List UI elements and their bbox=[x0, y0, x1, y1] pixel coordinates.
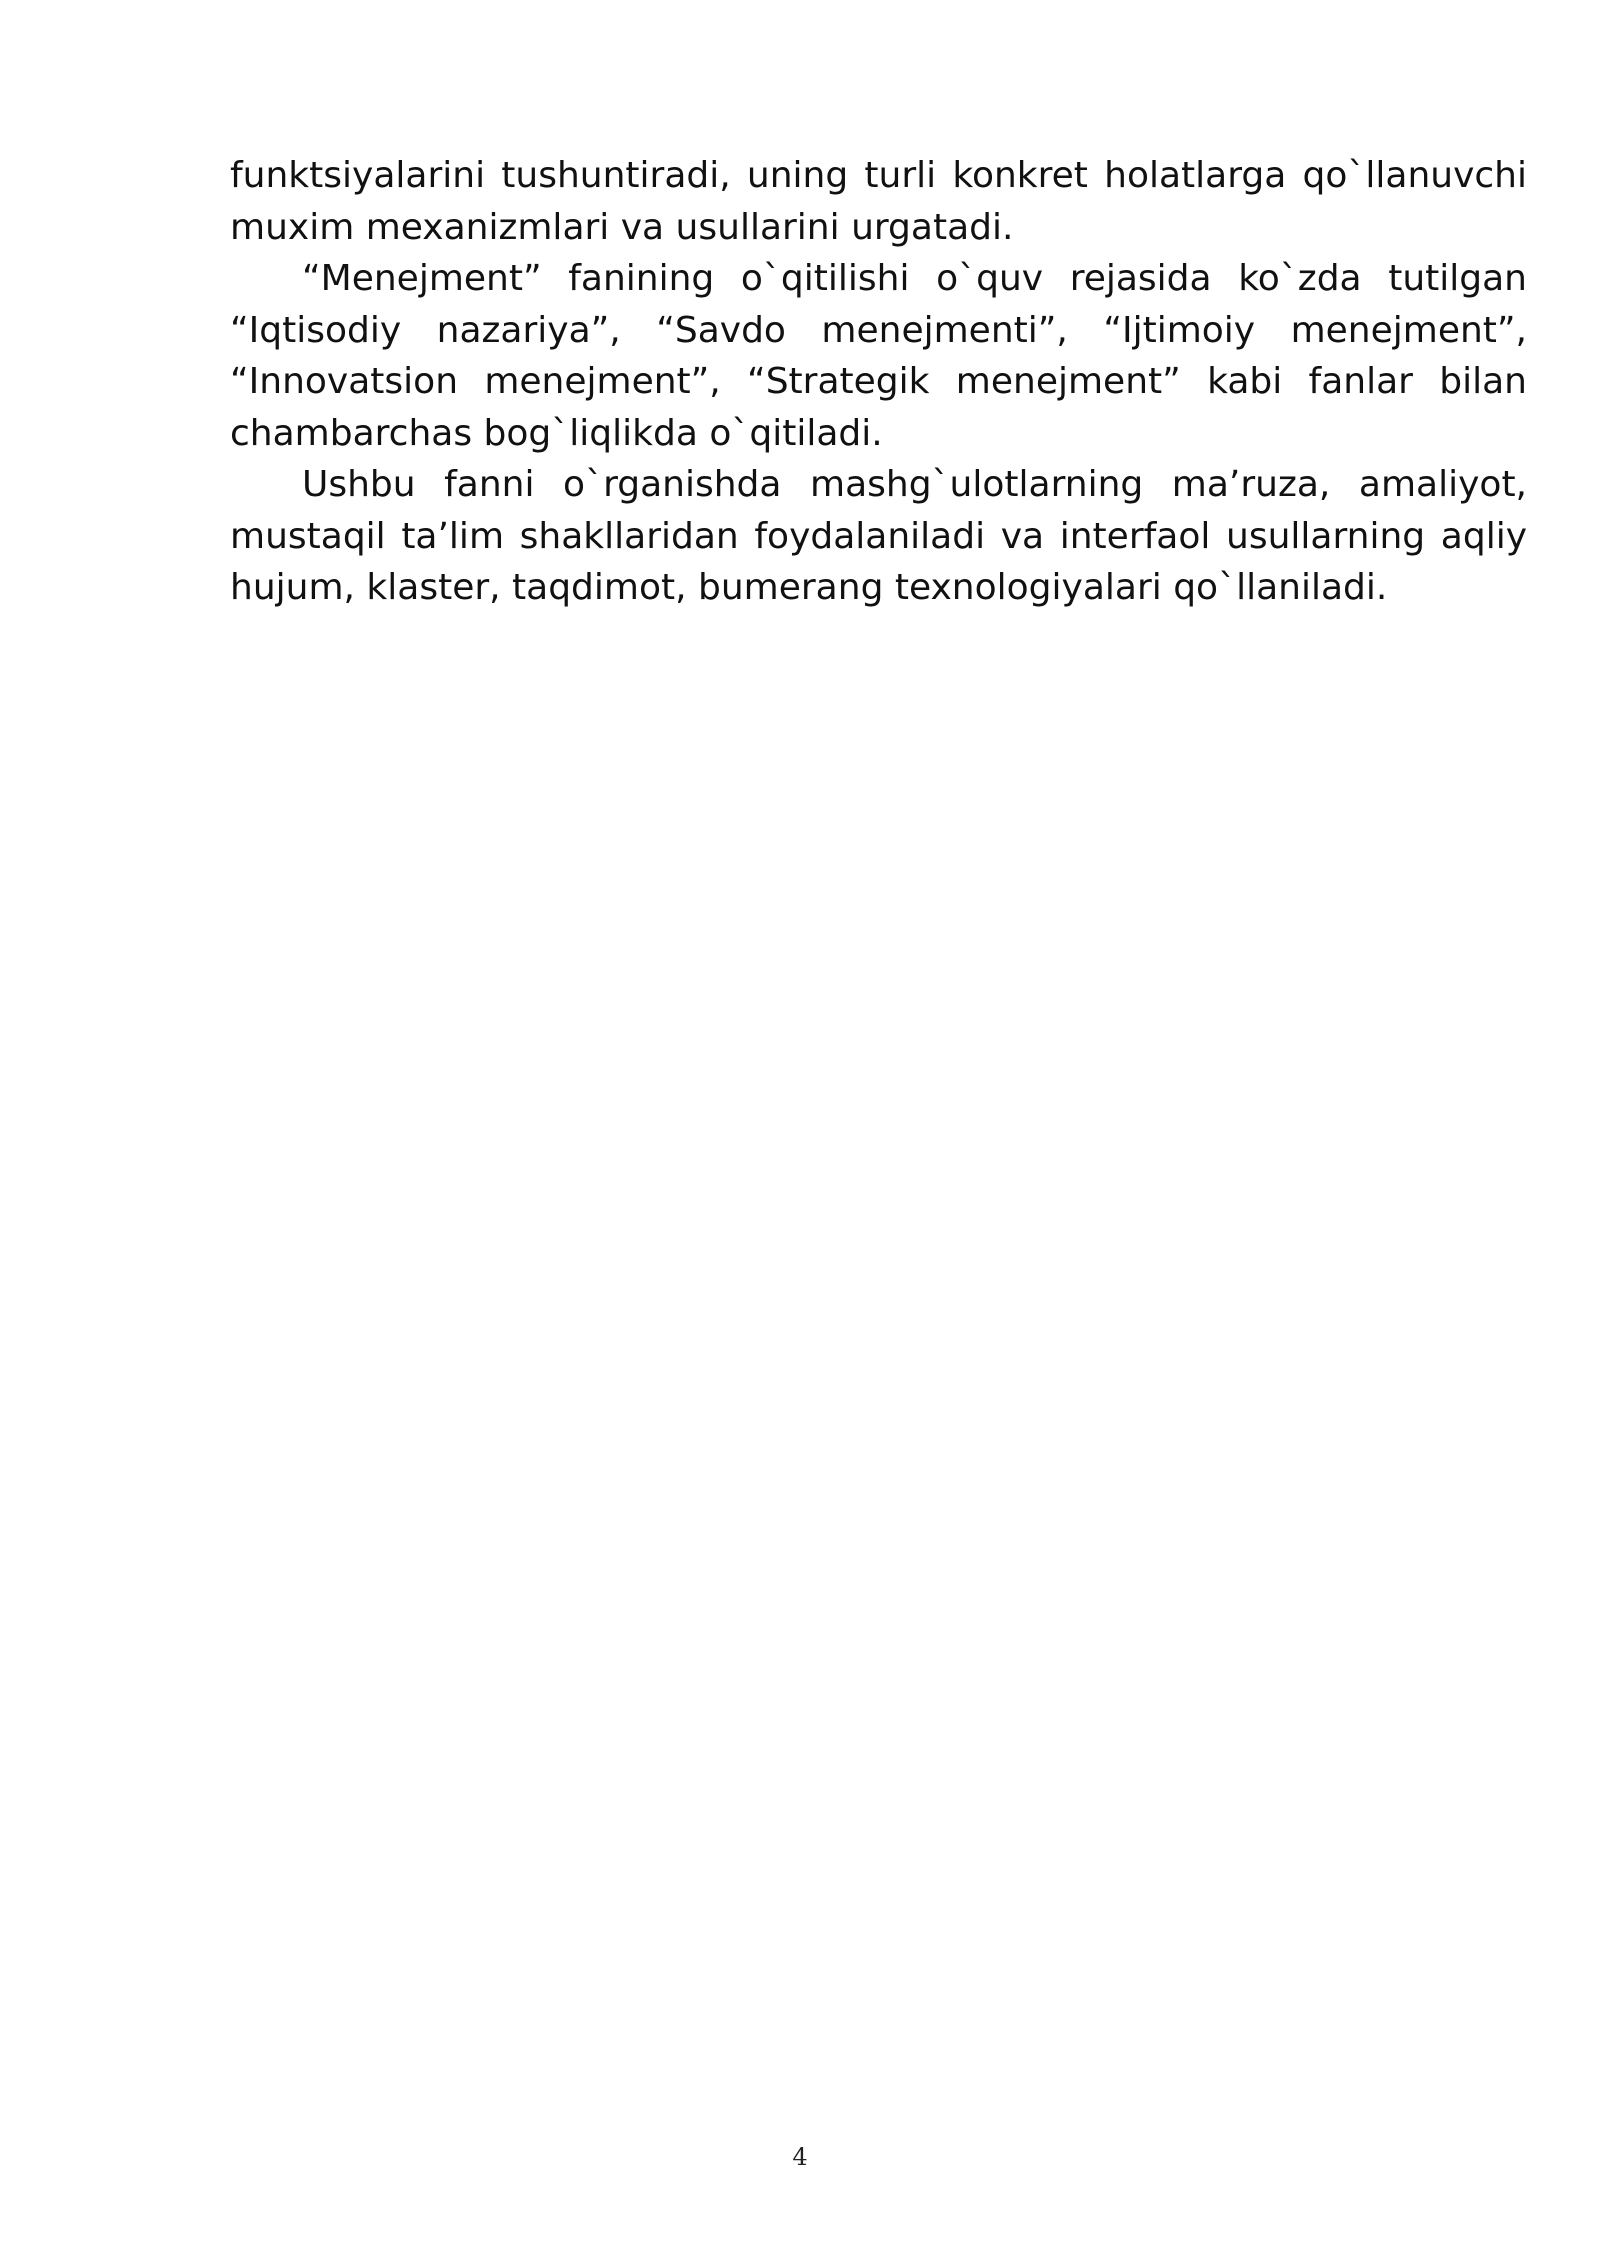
paragraph-related-subjects: “Menejment” fanining o`qitilishi o`quv rejasida ko`zda tutilgan “Iqtisodiy nazariya”, “Savdo menejmenti”, “Ijtimoiy menejment”, “Innovatsion menejment”, “Strategik menejment” kabi fanlar bilan chambarchas bog`liqlikda o`qitiladi. bbox=[230, 258, 1527, 454]
paragraph-continuation: funktsiyalarini tushuntiradi, uning turli konkret holatlarga qo`llanuvchi muxim mexanizmlari va usullarini urgatadi. bbox=[230, 155, 1527, 248]
body-text bbox=[230, 150, 1527, 614]
page-number: 4 bbox=[792, 2143, 808, 2171]
paragraph-teaching-methods: Ushbu fanni o`rganishda mashg`ulotlarning ma’ruza, amaliyot, mustaqil ta’lim shakllaridan foydalaniladi va interfaol usullarning aqliy hujum, klaster, taqdimot, bumerang texnologiyalari qo`llaniladi. bbox=[230, 464, 1527, 608]
